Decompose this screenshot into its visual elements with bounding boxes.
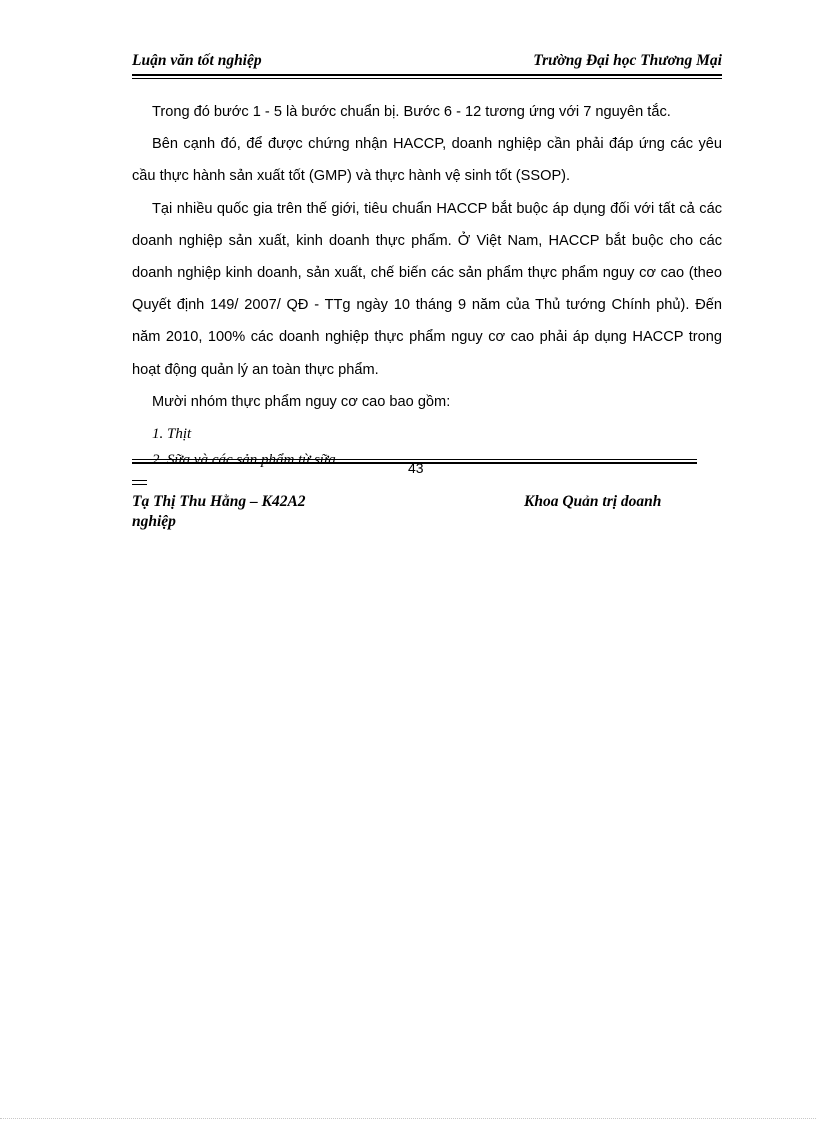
page-number: 43 (408, 460, 424, 476)
paragraph: Mười nhóm thực phẩm nguy cơ cao bao gồm: (152, 393, 451, 410)
footer-short-rule (132, 480, 147, 481)
footer-author (132, 492, 432, 532)
header-rule-thin (132, 78, 722, 79)
paragraph: Trong đó bước 1 - 5 là bước chuẩn bị. Bước 6 - 12 tương ứng với 7 nguyên tắc. (152, 104, 671, 120)
paragraph: Bên cạnh đó, để được chứng nhận HACCP, doanh nghiệp cần phải đáp ứng các yêu cầu thực hành sản xuất tốt (GMP) và thực hành vệ sinh tốt (SSOP). (132, 136, 722, 185)
header-rule-thick (132, 74, 722, 76)
body-text (132, 96, 722, 450)
list-item-cut: 2. Sữa và các sản phẩm từ sữa (152, 452, 336, 468)
footer-department-continuation: nghiệp (132, 513, 176, 530)
paragraph: Tại nhiều quốc gia trên thế giới, tiêu chuẩn HACCP bắt buộc áp dụng đối với tất cả các doanh nghiệp sản xuất, kinh doanh thực phẩm. Ở Việt Nam, HACCP bắt buộc cho các doanh nghiệp kinh doanh, sản xuất, chế biến các sản phẩm thực phẩm nguy cơ cao (theo Quyết định 149/ 2007/ QĐ - TTg ngày 10 tháng 9 năm của Thủ tướng Chính phủ). Đến năm 2010, 100% các doanh nghiệp thực phẩm nguy cơ cao phải áp dụng HACCP trong hoạt động quản lý an toàn thực phẩm. (132, 200, 722, 378)
page-edge-line (0, 1118, 816, 1120)
page-header (132, 52, 722, 72)
footer-department: Khoa Quản trị doanh (524, 493, 662, 510)
header-university: Trường Đại học Thương Mại (533, 52, 722, 69)
footer-author-name: Tạ Thị Thu Hằng – K42A2 (132, 493, 306, 510)
list-item: 1. Thịt (152, 426, 192, 443)
header-thesis-title: Luận văn tốt nghiệp (132, 52, 262, 69)
footer-short-rule (132, 484, 147, 485)
